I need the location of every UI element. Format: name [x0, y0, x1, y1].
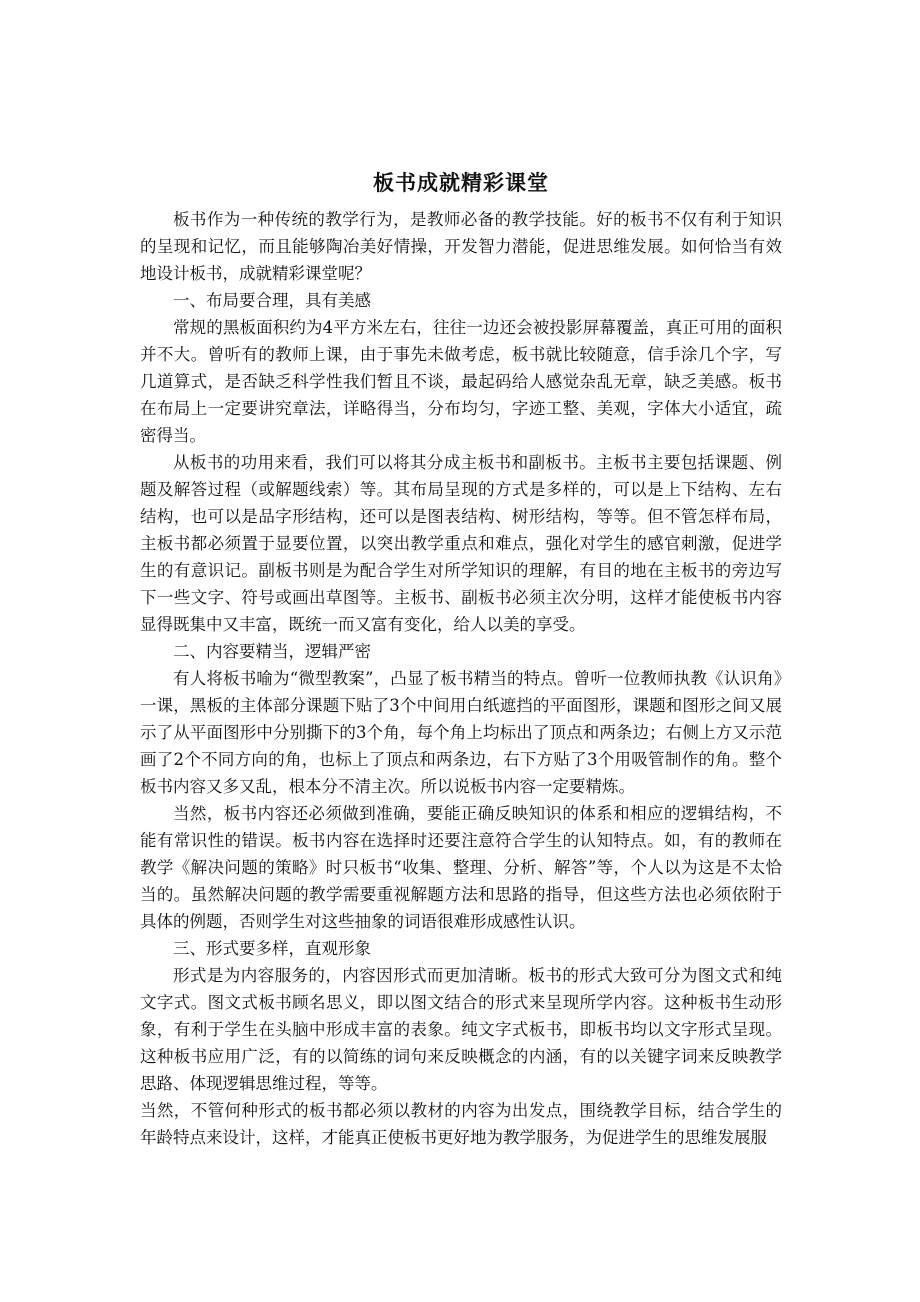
paragraph-content-1: 有人将板书喻为“微型教案”，凸显了板书精当的特点。曾听一位教师执教《认识角》一课，黑板的主体部分课题下贴了3个中间用白纸遮挡的平面图形，课题和图形之间又展示了从平面图形中分别撕下的3个角，每个角上均标出了顶点和两条边；右侧上方又示范画了2个不同方向的角，也标上了顶点和两条边，右下方贴了3个用吸管制作的角。整个板书内容又多又乱，根本分不清主次。所以说板书内容一定要精炼。 [140, 669, 782, 796]
document-title: 板书成就精彩课堂 [373, 171, 549, 195]
paragraph-layout-1: 常规的黑板面积约为4平方米左右，往往一边还会被投影屏幕覆盖，真正可用的面积并不大。曾听有的教师上课，由于事先未做考虑，板书就比较随意，信手涂几个字，写几道算式，是否缺乏科学性我们暂且不谈，最起码给人感觉杂乱无章，缺乏美感。板书在布局上一定要讲究章法，详略得当，分布均匀，字迹工整、美观，字体大小适宜，疏密得当。 [140, 318, 782, 445]
section-heading-2: 二、内容要精当，逻辑严密 [173, 642, 371, 661]
paragraph-content-2: 当然，板书内容还必须做到准确，要能正确反映知识的体系和相应的逻辑结构，不能有常识性的错误。板书内容在选择时还要注意符合学生的认知特点。如，有的教师在教学《解决问题的策略》时只板书“收集、整理、分析、解答”等，个人以为这是不太恰当的。虽然解决问题的教学需要重视解题方法和思路的指导，但这些方法也必须依附于具体的例题，否则学生对这些抽象的词语很难形成感性认识。 [140, 804, 782, 931]
paragraph-layout-2: 从板书的功用来看，我们可以将其分成主板书和副板书。主板书主要包括课题、例题及解答过程（或解题线索）等。其布局呈现的方式是多样的，可以是上下结构、左右结构，也可以是品字形结构，还可以是图表结构、树形结构，等等。但不管怎样布局，主板书都必须置于显要位置，以突出教学重点和难点，强化对学生的感官刺激，促进学生的有意识记。副板书则是为配合学生对所学知识的理解，有目的地在主板书的旁边写下一些文字、符号或画出草图等。主板书、副板书必须主次分明，这样才能使板书内容显得既集中又丰富，既统一而又富有变化，给人以美的享受。 [140, 453, 782, 634]
section-heading-3: 三、形式要多样，直观形象 [173, 939, 371, 958]
paragraph-form-2: 当然，不管何种形式的板书都必须以教材的内容为出发点，围绕教学目标，结合学生的年龄特点来设计，这样，才能真正使板书更好地为教学服务，为促进学生的思维发展服 [140, 1101, 782, 1147]
section-heading-1: 一、布局要合理，具有美感 [173, 291, 371, 310]
paragraph-form-1: 形式是为内容服务的，内容因形式而更加清晰。板书的形式大致可分为图文式和纯文字式。图文式板书顾名思义，即以图文结合的形式来呈现所学内容。这种板书生动形象，有利于学生在头脑中形成丰富的表象。纯文字式板书，即板书均以文字形式呈现。这种板书应用广泛，有的以简练的词句来反映概念的内涵，有的以关键字词来反映教学思路、体现逻辑思维过程，等等。 [140, 966, 782, 1093]
paragraph-intro: 板书作为一种传统的教学行为，是教师必备的教学技能。好的板书不仅有利于知识的呈现和记忆，而且能够陶冶美好情操，开发智力潜能，促进思维发展。如何恰当有效地设计板书，成就精彩课堂呢？ [140, 210, 782, 283]
document-body [140, 168, 782, 1151]
